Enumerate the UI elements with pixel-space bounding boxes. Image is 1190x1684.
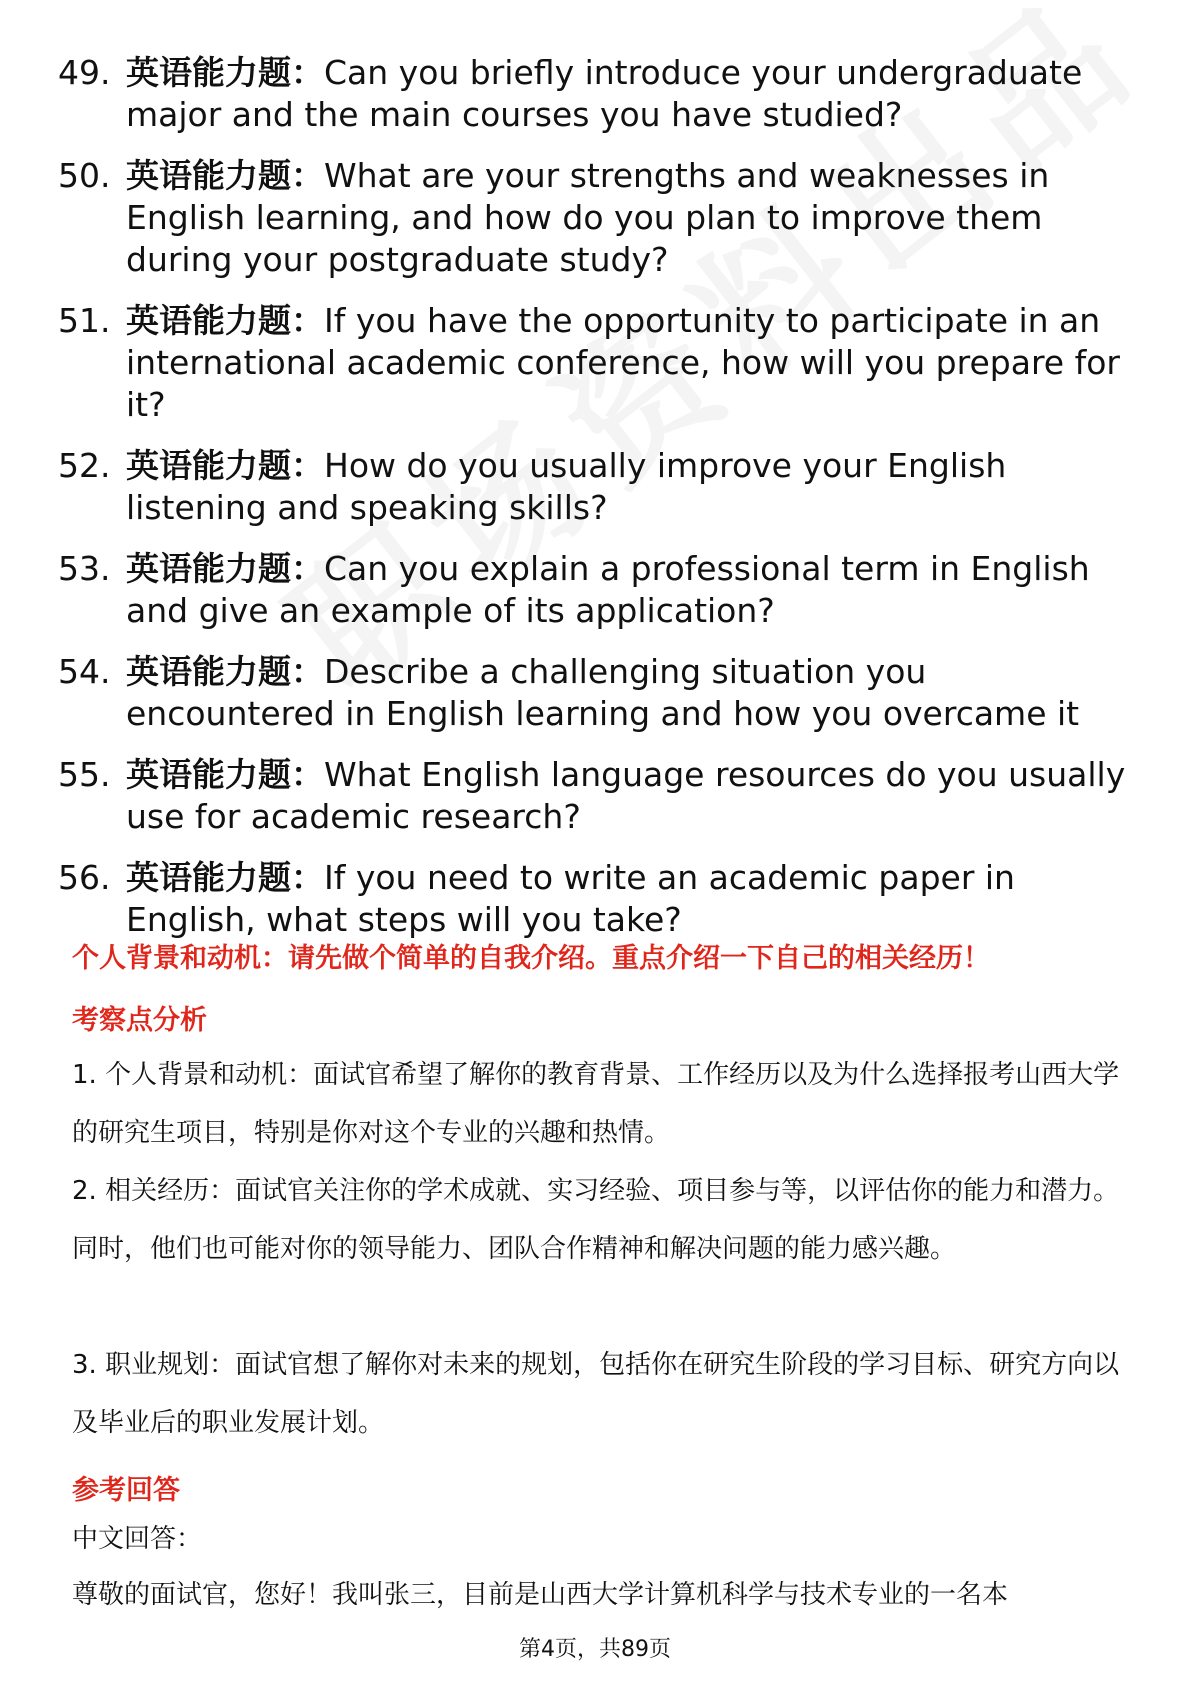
question-category: 英语能力题：	[126, 446, 324, 485]
question-category: 英语能力题：	[126, 755, 324, 794]
question-item	[58, 300, 1138, 426]
question-category: 英语能力题：	[126, 156, 324, 195]
question-item	[58, 155, 1138, 281]
question-number: 52.	[58, 446, 111, 485]
question-text: Describe a challenging situation you encountered in English learning and how you overcame it	[126, 652, 1080, 733]
question-number: 50.	[58, 156, 111, 195]
analysis-point-3: 3. 职业规划：面试官想了解你对未来的规划，包括你在研究生阶段的学习目标、研究方向以及毕业后的职业发展计划。	[72, 1350, 1120, 1438]
question-item	[58, 857, 1138, 941]
question-number: 54.	[58, 652, 111, 691]
answer-label: 中文回答：	[72, 1524, 203, 1554]
question-text: Can you briefly introduce your undergraduate major and the main courses you have studied?	[126, 53, 1083, 134]
question-text: How do you usually improve your English listening and speaking skills?	[126, 446, 1007, 527]
question-category: 英语能力题：	[126, 53, 324, 92]
question-item	[58, 445, 1138, 529]
answer-text: 尊敬的面试官，您好！我叫张三，目前是山西大学计算机科学与技术专业的一名本	[72, 1580, 1009, 1610]
question-category: 英语能力题：	[126, 549, 324, 588]
question-item	[58, 548, 1138, 632]
question-text: What are your strengths and weaknesses in English learning, and how do you plan to improve them during your postgraduate study?	[126, 156, 1050, 279]
question-category: 英语能力题：	[126, 858, 324, 897]
analysis-point-2: 2. 相关经历：面试官关注你的学术成就、实习经验、项目参与等，以评估你的能力和潜力。同时，他们也可能对你的领导能力、团队合作精神和解决问题的能力感兴趣。	[72, 1176, 1120, 1264]
question-item	[58, 651, 1138, 735]
question-item	[58, 52, 1138, 136]
question-number: 49.	[58, 53, 111, 92]
question-category: 英语能力题：	[126, 652, 324, 691]
question-item	[58, 754, 1138, 838]
question-number: 53.	[58, 549, 111, 588]
analysis-heading: 考察点分析	[72, 1005, 207, 1036]
question-text: Can you explain a professional term in English and give an example of its application?	[126, 549, 1090, 630]
question-category: 英语能力题：	[126, 301, 324, 340]
question-text: If you need to write an academic paper in English, what steps will you take?	[126, 858, 1015, 939]
answer-heading: 参考回答	[72, 1475, 180, 1506]
section-title: 个人背景和动机：请先做个简单的自我介绍。重点介绍一下自己的相关经历！	[72, 943, 990, 974]
question-text: If you have the opportunity to participate in an international academic conference, how will you prepare for it?	[126, 301, 1120, 424]
analysis-point-1: 1. 个人背景和动机：面试官希望了解你的教育背景、工作经历以及为什么选择报考山西大学的研究生项目，特别是你对这个专业的兴趣和热情。	[72, 1060, 1120, 1148]
question-number: 51.	[58, 301, 111, 340]
page-number: 第4页，共89页	[519, 1637, 671, 1662]
question-number: 55.	[58, 755, 111, 794]
question-list	[58, 52, 1138, 960]
question-number: 56.	[58, 858, 111, 897]
question-text: What English language resources do you usually use for academic research?	[126, 755, 1126, 836]
